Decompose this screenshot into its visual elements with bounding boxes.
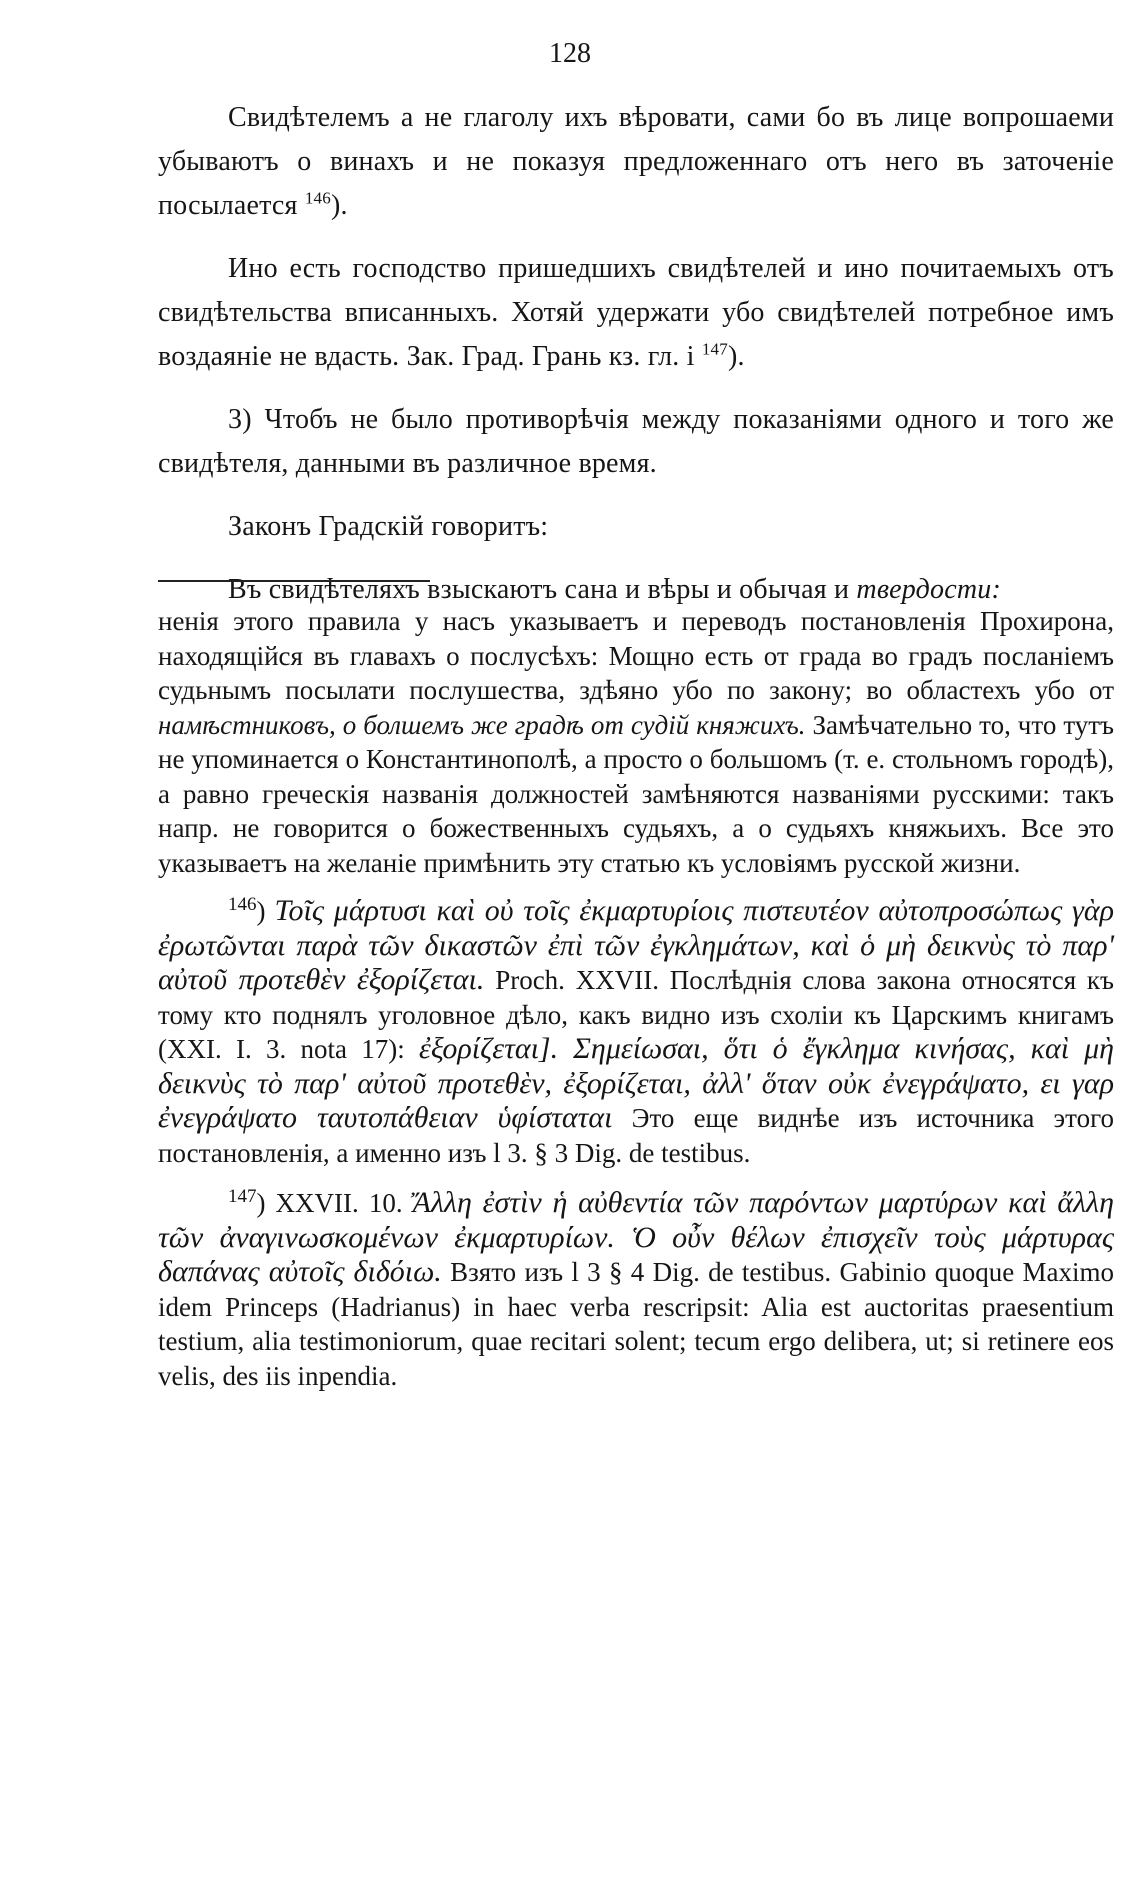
paragraph-1: Свидѣтелемъ а не глаголу ихъ вѣровати, сами бо въ лице вопрошаеми убываютъ о винахъ и не показуя предложеннаго отъ него въ заточеніе посылается $^{146}$). <box>158 102 1114 221</box>
page-number: 128 <box>549 38 591 69</box>
paragraph-2: Ино есть господство пришедшихъ свидѣтелей и ино почитаемыхъ отъ свидѣтельства вписанныхъ. Хотяй удержати убо свидѣтелей потребное имъ воздаяніе не вдасть. Зак. Град. Грань кз. гл. і $^{147}$). <box>158 253 1114 372</box>
greek-quote: Ἄλλη ἐστὶν ἡ αὐθεντία τῶν παρόντων μαρτύρων καὶ ἄλλη τῶν ἀναγινωσκομένων ἐκμαρτυρίων. Ὁ οὖν θέλων ἐπισχεῖν τοὺς μάρτυρας δαπάνας αὐτοῖς διδόιω. <box>158 1186 1114 1288</box>
footnote-ref-147[interactable]: 147 <box>701 339 728 359</box>
footnote-divider <box>158 580 430 582</box>
paragraph-3: 3) Чтобъ не было противорѣчія между показаніями одного и того же свидѣтеля, данными въ различное время. <box>158 404 1114 479</box>
footnote-146: $^{146}$) Τοῖς μάρτυσι καὶ οὐ τοῖς ἐκμαρτυρίοις πιστευτέον αὐτοπροσώπως γὰρ ἐρωτῶνται παρὰ τῶν δικαστῶν ἐπὶ τῶν ἐγκλημάτων, καὶ ὁ μὴ δεικνὺς τὸ παρ' αὐτοῦ προτεθὲν ἐξορίζεται. Proch. XXVII. Послѣднія слова закона относятся къ тому кто поднялъ уголовное дѣло, какъ видно изъ схоліи къ Царскимъ книгамъ (XXI. I. 3. nota 17): ἐξορίζεται]. Σημείωσαι, ὅτι ὁ ἔγκλημα κινήσας, καὶ μὴ δεικνὺς τὸ παρ' αὐτοῦ προτεθὲν, ἐξορίζεται, ἀλλ' ὅταν οὐκ ἐνεγράψατο, ει γαρ ἐνεγράψατο ταυτοπάθειαν ὑφίσταται Это еще виднѣе изъ источника этого постановленія, а именно изъ l 3. § 3 Dig. de testibus. <box>158 894 1115 1168</box>
paragraph-4: Законъ Градскій говоритъ: <box>228 511 549 542</box>
greek-scholion: ἐξορίζεται]. Σημείωσαι, ὅτι ὁ ἔγκλημα κινήσας, καὶ μὴ δεικνὺς τὸ παρ' αὐτοῦ προτεθὲν, ἐξορίζεται, ἀλλ' ὅταν οὐκ ἐνεγράψατο, ει γαρ ἐνεγράψατο ταυτοπάθειαν ὑφίσταται <box>158 1032 1115 1134</box>
footnote-continuation: ненія этого правила у насъ указываетъ и переводъ постановленія Прохирона, находящійся въ главахъ о послусѣхъ: Мощно есть от града во градъ посланіемъ судьнымъ посылати послушества, здѣяно убо по закону; во областехъ убо от намѣстниковъ, о болшемъ же градѣ от судій княжихъ. Замѣчательно то, что тутъ не упоминается о Константинополѣ, а просто о большомъ (т. е. стольномъ городѣ), а равно греческія названія должностей замѣняются названіями русскими: такъ напр. не говорится о божественныхъ судьяхъ, а о судьяхъ княжьихъ. Все это указываетъ на желаніе примѣнить эту статью къ условіямъ русской жизни. <box>158 606 1115 878</box>
main-text <box>158 96 1114 631</box>
footnotes <box>158 604 1114 1409</box>
paragraph-5: Въ свидѣтеляхъ взыскаютъ сана и вѣры и обычая и твердости: <box>228 574 1001 605</box>
footnote-ref-146[interactable]: 146 <box>304 188 331 208</box>
footnote-147: $^{147}$) XXVII. 10. Ἄλλη ἐστὶν ἡ αὐθεντία τῶν παρόντων μαρτύρων καὶ ἄλλη τῶν ἀναγινωσκομένων ἐκμαρτυρίων. Ὁ οὖν θέλων ἐπισχεῖν τοὺς μάρτυρας δαπάνας αὐτοῖς διδόιω. Взято изъ l 3 § 4 Dig. de testibus. Gabinio quoque Maximo idem Princeps (Hadrianus) in haec verba rescripsit: Alia est auctoritas praesentium testium, alia testimoniorum, quae recitari solent; tecum ergo delibera, ut; si retinere eos velis, des iis inpendia. <box>158 1186 1115 1391</box>
greek-quote: Τοῖς μάρτυσι καὶ οὐ τοῖς ἐκμαρτυρίοις πιστευτέον αὐτοπροσώπως γὰρ ἐρωτῶνται παρὰ τῶν δικαστῶν ἐπὶ τῶν ἐγκλημάτων, καὶ ὁ μὴ δεικνὺς τὸ παρ' αὐτοῦ προτεθὲν ἐξορίζεται. <box>158 894 1114 996</box>
